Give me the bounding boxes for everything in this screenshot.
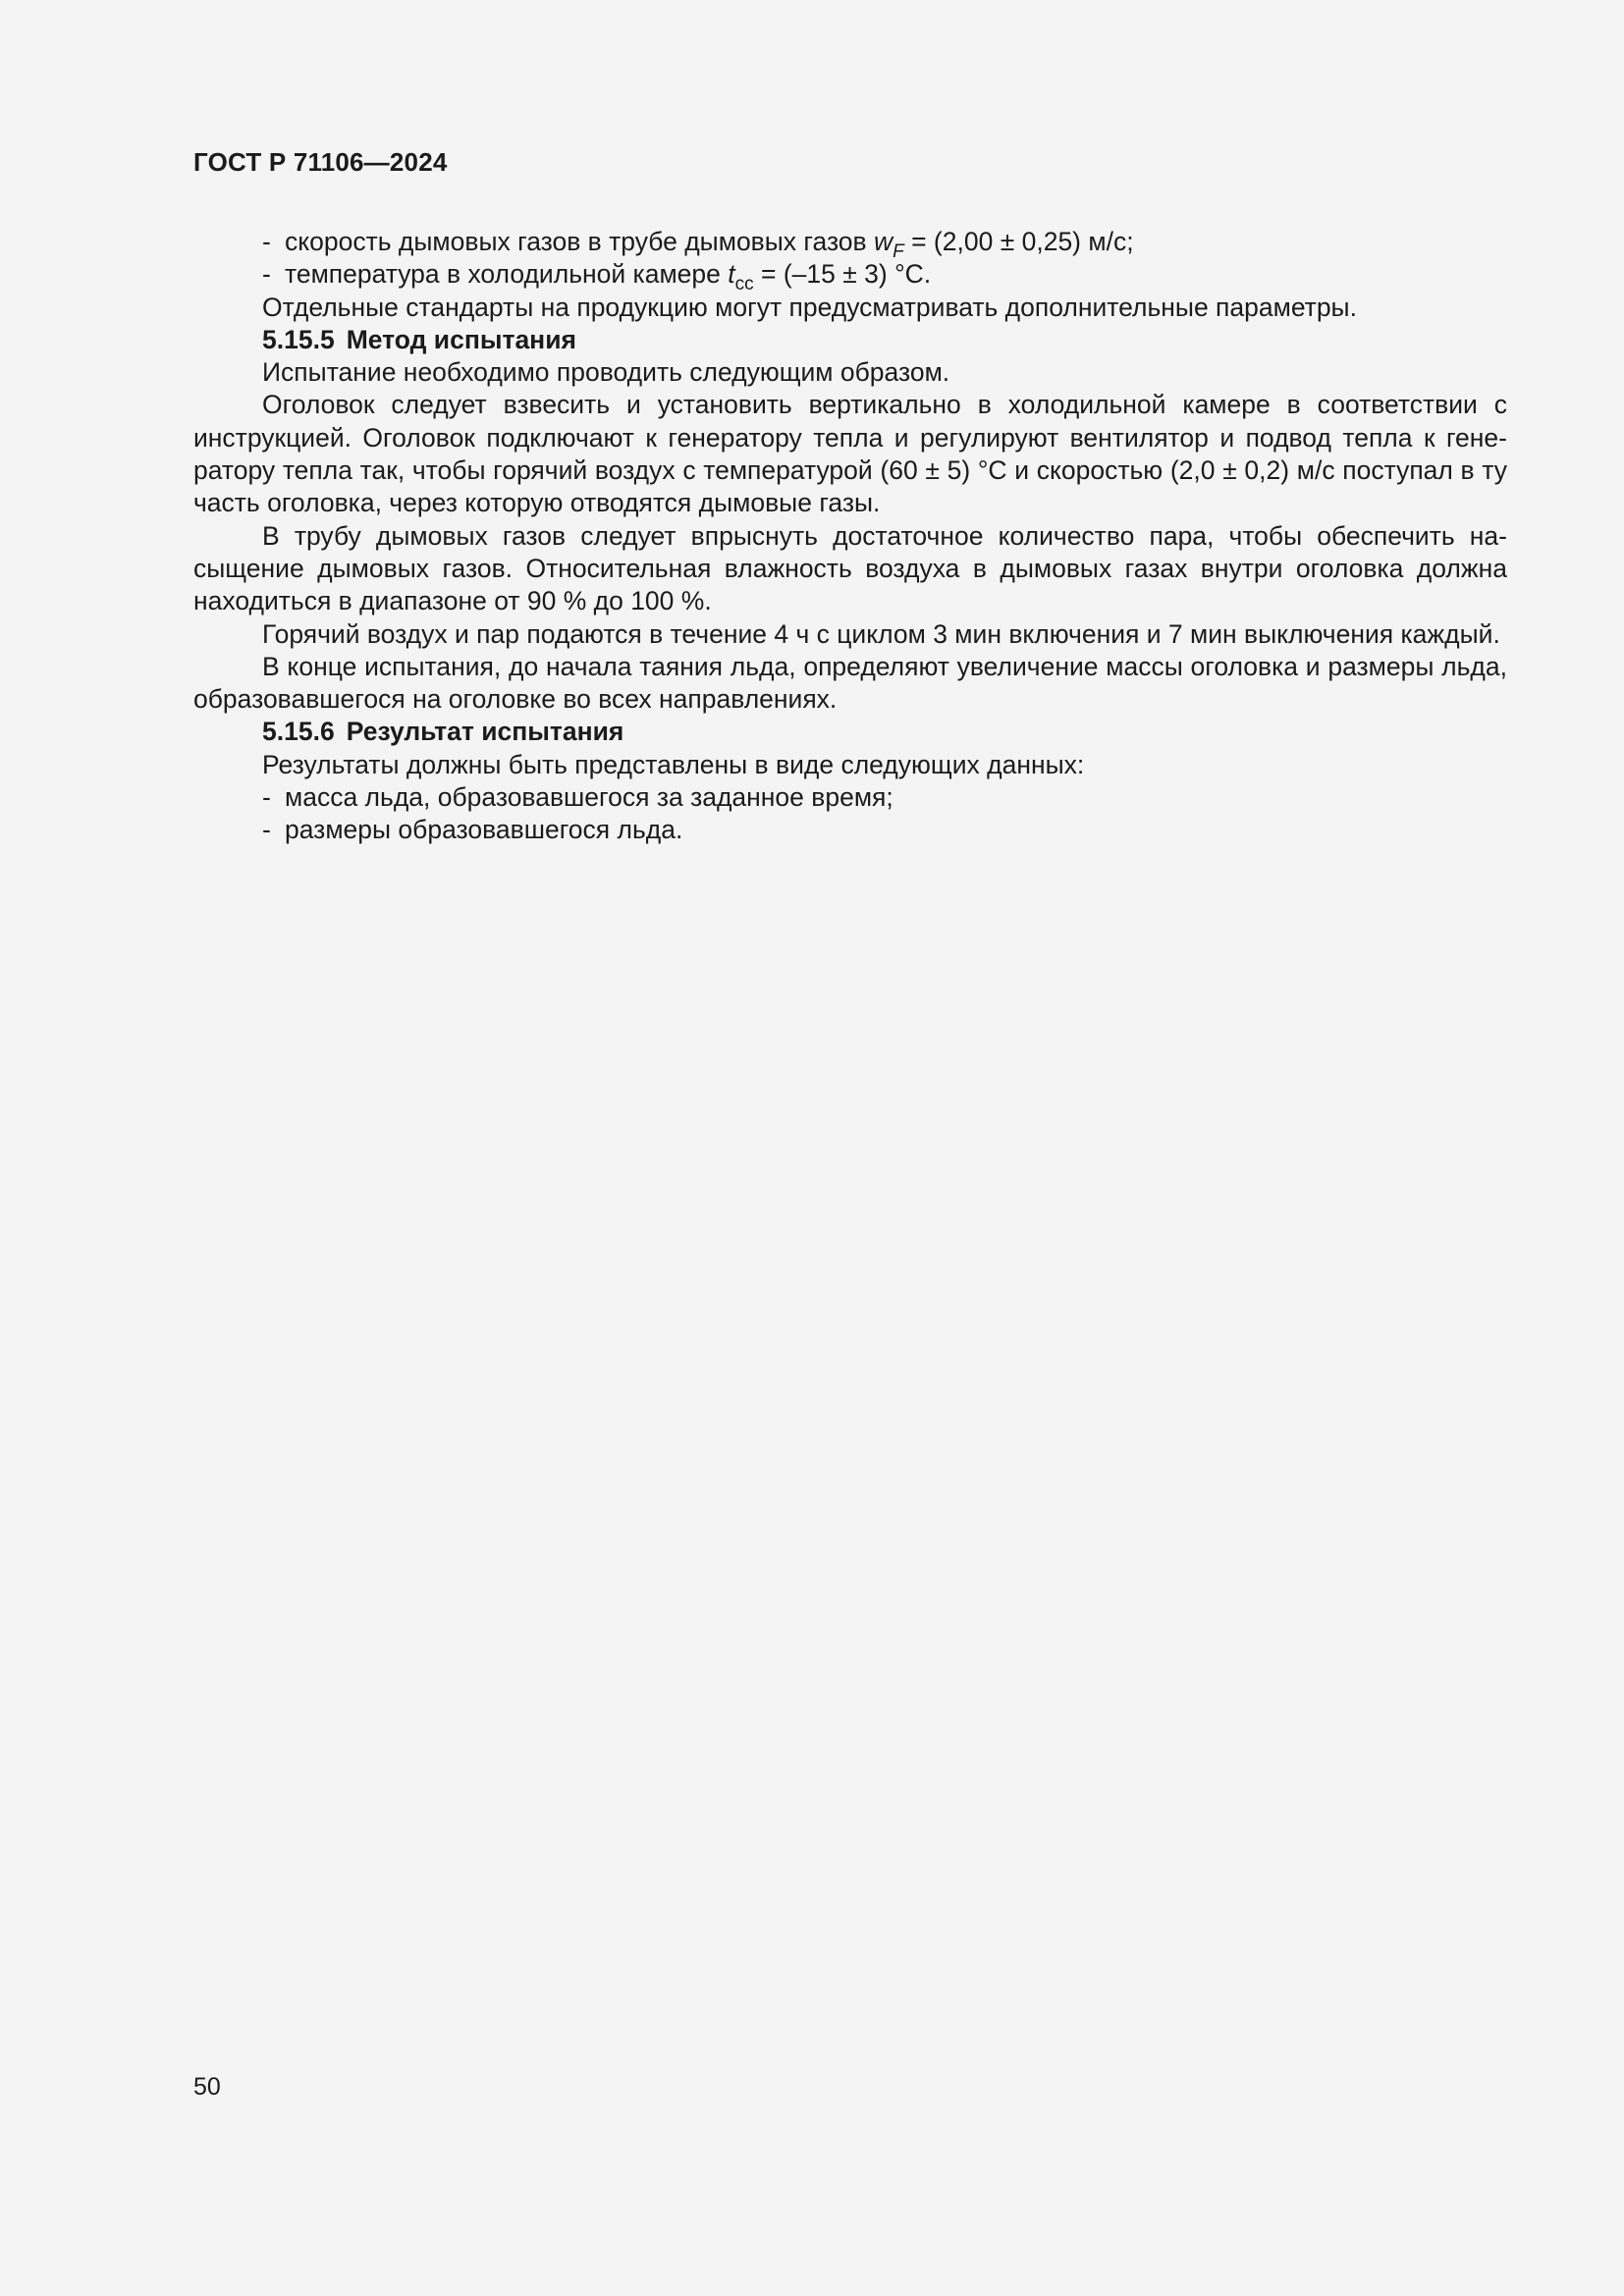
param-item-gas-velocity-value: = (2,00 ± 0,25) м/с; (903, 227, 1134, 256)
formula-sub-f: F (893, 241, 904, 262)
formula-sub-cc: cc (734, 274, 754, 295)
method-paragraph-5: В конце испытания, до начала таяния льда, определяют увеличение массы оголовка и размеры льда, образовавшегося на оголовке во всех направлениях. (193, 651, 1507, 715)
formula-var-w: w (873, 227, 893, 256)
section-number: 5.15.6 (262, 717, 335, 747)
formula-var-t: t (728, 259, 735, 290)
list-dash: - (262, 815, 271, 845)
param-item-chamber-temperature-value: = (–15 ± 3) °С. (753, 259, 932, 290)
list-item-text: размеры образовавшегося льда. (285, 815, 683, 845)
param-item-chamber-temperature (193, 258, 1507, 295)
list-item (193, 814, 1507, 846)
list-item-text: масса льда, образовавшегося за заданное время; (285, 782, 893, 813)
list-dash: - (262, 782, 271, 813)
method-paragraph-1: Испытание необходимо проводить следующим образом. (262, 357, 950, 388)
results-intro: Результаты должны быть представлены в виде следующих данных: (262, 749, 1085, 779)
param-item-chamber-temperature-text: температура в холодильной камере (285, 259, 729, 290)
section-title: Метод испытания (346, 324, 576, 354)
section-heading-5-15-6 (193, 716, 1507, 748)
section-heading-5-15-5 (193, 324, 1507, 356)
list-dash: - (262, 227, 271, 256)
document-header: ГОСТ Р 71106—2024 (193, 147, 448, 177)
param-item-gas-velocity (193, 226, 1507, 262)
param-item-gas-velocity-text: скорость дымовых газов в трубе дымовых газов (285, 227, 874, 256)
document-body (193, 226, 1507, 847)
method-paragraph-3: В трубу дымовых газов следует впрыснуть достаточное количество пара, чтобы обеспечить насыщение дымовых газов. Относительная влажность воздуха в дымовых газах внутри оголовка должна находиться в диапазоне от 90 % до 100 %. (193, 520, 1507, 616)
method-paragraph-4: Горячий воздух и пар подаются в течение 4 ч с циклом 3 мин включения и 7 мин выключения каждый. (262, 618, 1500, 649)
page-number: 50 (193, 2073, 221, 2101)
method-paragraph-2: Оголовок следует взвесить и установить вертикально в холодильной камере в соответствии с инструкцией. Оголовок подключают к генератору тепла и регулируют вентилятор и подвод тепла к генератору тепла так, чтобы горячий воздух с температурой (60 ± 5) °С и скоростью (2,0 ± 0,2) м/с поступал в ту часть оголовка, через которую отводятся дымовые газы. (193, 390, 1507, 518)
section-number: 5.15.5 (262, 324, 335, 354)
section-title: Результат испытания (346, 717, 624, 747)
list-dash: - (262, 259, 271, 290)
params-note: Отдельные стандарты на продукцию могут предусматривать дополнительные параметры. (262, 292, 1357, 322)
list-item (193, 781, 1507, 814)
